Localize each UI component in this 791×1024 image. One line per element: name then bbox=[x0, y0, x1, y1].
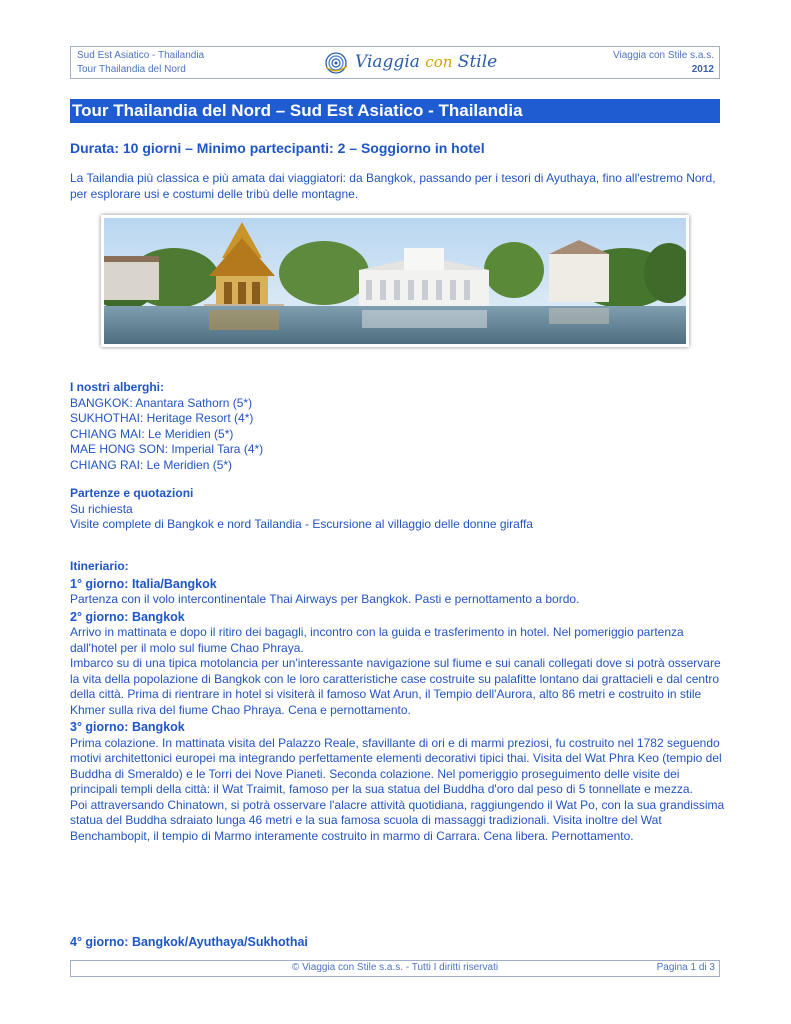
header-left bbox=[77, 49, 204, 77]
hotel-item: MAE HONG SON: Imperial Tara (4*) bbox=[70, 442, 264, 456]
day-title: 2° giorno: Bangkok bbox=[70, 609, 185, 624]
header-year: 2012 bbox=[691, 64, 714, 75]
hotels-heading: I nostri alberghi: bbox=[70, 380, 165, 394]
footer-copyright: © Viaggia con Stile s.a.s. - Tutti I diritti riservati bbox=[291, 962, 499, 973]
logo-word-2: con bbox=[425, 53, 453, 71]
header-right bbox=[613, 49, 714, 77]
page-number: Pagina 1 di 3 bbox=[656, 962, 715, 973]
departures-line: Su richiesta bbox=[70, 501, 133, 516]
title-bar bbox=[70, 99, 720, 123]
departures-heading: Partenze e quotazioni bbox=[70, 486, 194, 500]
header-tour-name: Tour Thailandia del Nord bbox=[77, 64, 186, 75]
departures-line: Visite complete di Bangkok e nord Tailandia - Escursione al villaggio delle donne giraffa bbox=[70, 517, 533, 531]
logo-word-3: Stile bbox=[457, 52, 498, 72]
day-title: 4° giorno: Bangkok/Ayuthaya/Sukhothai bbox=[70, 935, 308, 949]
hotels-section bbox=[70, 380, 730, 473]
itinerary-heading: Itineriario: bbox=[70, 559, 129, 573]
day-text: Prima colazione. In mattinata visita del Palazzo Reale, sfavillante di ori e di marmi preziosi, fu costruito nel 1782 seguendo motivi architettonici europei ma integrando perfettamente elementi decorativi tipici thai. Visita del Wat Phra Keo (tempio del Buddha di Smeraldo) e le Torri dei Nove Pianeti. Seconda colazione. Nel pomeriggio proseguimento delle visite dei principali templi della città: il Wat Traimit, famoso per la sua statua del Buddha d'oro dal peso di 5 tonnellate e mezza. bbox=[70, 735, 722, 796]
day-title: 1° giorno: Italia/Bangkok bbox=[70, 576, 217, 591]
logo-word-1: Viaggia bbox=[355, 52, 420, 72]
page-header bbox=[70, 46, 720, 79]
logo-spiral-icon bbox=[323, 50, 353, 76]
company-logo bbox=[323, 50, 498, 76]
departures-section bbox=[70, 486, 730, 533]
day-text: Partenza con il volo intercontinentale Thai Airways per Bangkok. Pasti e pernottamento a bordo. bbox=[70, 592, 580, 606]
hotel-item: BANGKOK: Anantara Sathorn (5*) bbox=[70, 395, 253, 410]
itinerary-section bbox=[70, 559, 730, 844]
day-text: Arrivo in mattinata e dopo il ritiro dei bagagli, incontro con la guida e trasferimento in hotel. Nel pomeriggio partenza dall'hotel per il molo sul fiume Chao Phraya. bbox=[70, 625, 684, 655]
day-text: Poi attraversando Chinatown, si potrà osservare l'alacre attività quotidiana, raggiungendo il Wat Po, con la sua grandissima statua del Buddha sdraiato lunga 46 metri e la sua famosa scuola di massaggi tradizionali. Visita inoltre del Wat Benchambopit, il tempio di Marmo interamente costruito in marmo di Carrara. Cena libera. Pernottamento. bbox=[70, 797, 725, 843]
temple-photo bbox=[101, 215, 689, 347]
header-category: Sud Est Asiatico - Thailandia bbox=[77, 50, 205, 61]
hotel-item: CHIANG RAI: Le Meridien (5*) bbox=[70, 457, 233, 472]
hotel-item: SUKHOTHAI: Heritage Resort (4*) bbox=[70, 411, 254, 425]
hotel-item: CHIANG MAI: Le Meridien (5*) bbox=[70, 426, 234, 441]
day-title: 3° giorno: Bangkok bbox=[70, 720, 185, 734]
day-text: Imbarco su di una tipica motolancia per un'interessante navigazione sul fiume e sui canali collegati dove si potrà osservare la vita della popolazione di Bangkok con le loro caratteristiche case costruite su palafitte lontano dai grattacieli e dal centro della città. Prima di rientrare in hotel si visiterà il famoso Wat Arun, il Tempio dell'Aurora, alto 86 metri e costruito in stile Khmer sulla riva del fiume Chao Phraya. Cena e pernottamento. bbox=[70, 656, 721, 717]
page-footer bbox=[70, 960, 720, 977]
page-title: Tour Thailandia del Nord – Sud Est Asiatico - Thailandia bbox=[72, 101, 523, 120]
tour-summary: Durata: 10 giorni – Minimo partecipanti: 2 – Soggiorno in hotel bbox=[70, 140, 485, 156]
intro-paragraph: La Tailandia più classica e più amata dai viaggiatori: da Bangkok, passando per i tesori di Ayuthaya, fino all'estremo Nord, per esplorare usi e costumi delle tribù delle montagne. bbox=[70, 171, 716, 201]
header-company: Viaggia con Stile s.a.s. bbox=[613, 50, 714, 61]
